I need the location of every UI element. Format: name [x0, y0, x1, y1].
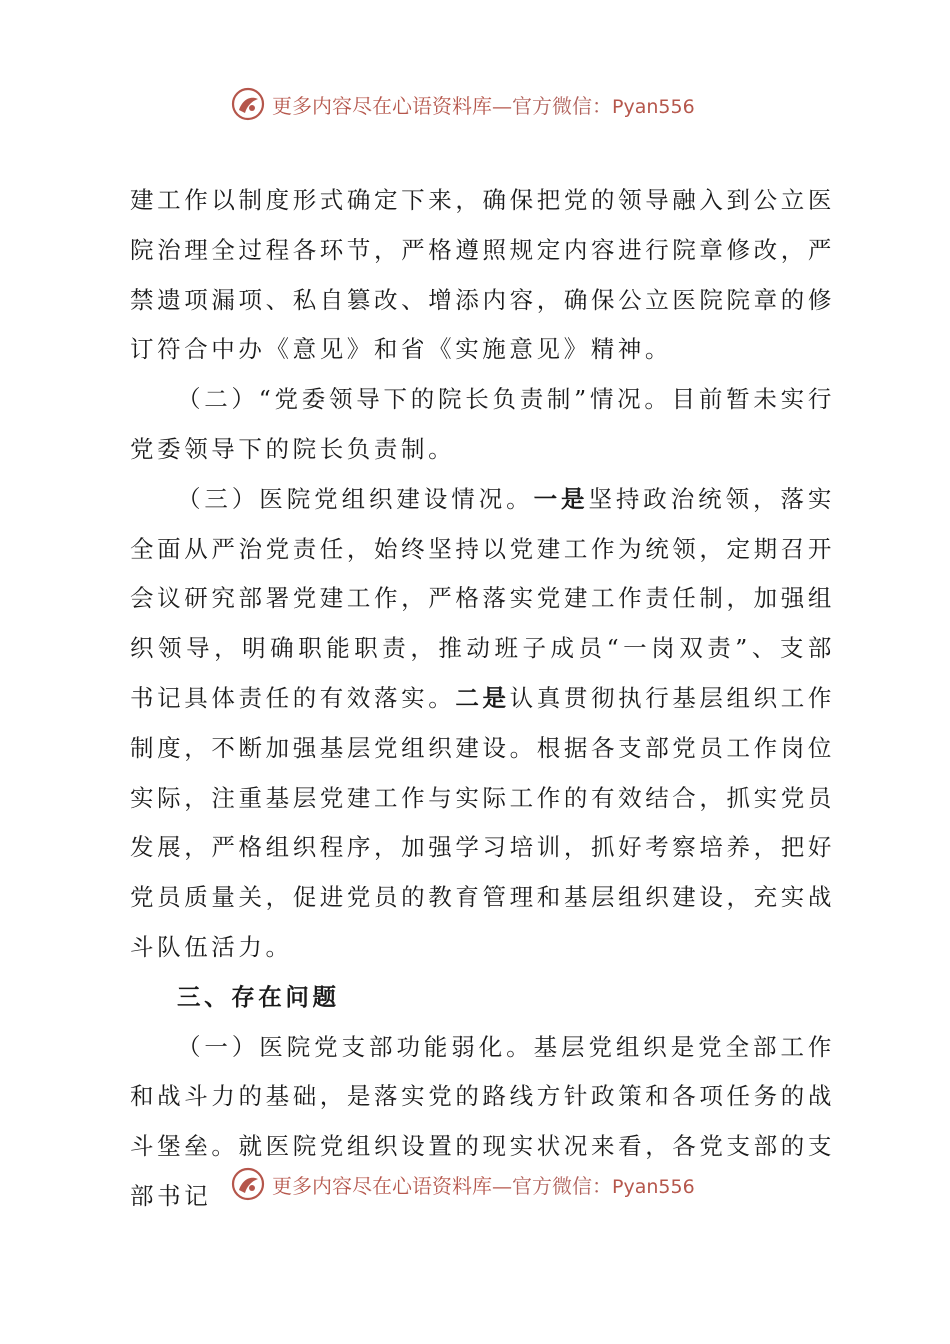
banner-brand-text: 更多内容尽在心语资料库: [272, 1173, 492, 1198]
section-heading-3: 三、存在问题: [177, 982, 340, 1011]
banner-wechat-label: 官方微信：: [512, 93, 612, 118]
paragraph-4: （一）医院党支部功能弱化。基层党组织是党全部工作和战斗力的基础，是落实党的路线方针政策和各项任务的战斗堡垒。就医院党组织设置的现实状况来看，各党支部的支部书记: [130, 1032, 835, 1210]
paragraph-1: 建工作以制度形式确定下来，确保把党的领导融入到公立医院治理全过程各环节，严格遵照规定内容进行院章修改，严禁遗项漏项、私自篡改、增添内容，确保公立医院院章的修订符合中办《意见》和省《实施意见》精神。: [130, 186, 835, 364]
watermark-logo-icon: [230, 1166, 266, 1202]
banner-dash: —: [492, 93, 512, 118]
paragraph-3-lead: （三）医院党组织建设情况。: [177, 484, 534, 513]
paragraph-3-part-1: 坚持政治统领，落实全面从严治党责任，始终坚持以党建工作为统领，定期召开会议研究部署党建工作，严格落实党建工作责任制，加强组织领导，明确职能职责，推动班子成员“一岗双责”、支部书记具体责任的有效落实。: [130, 484, 835, 712]
paragraph-2: （二）“党委领导下的院长负责制”情况。目前暂未实行党委领导下的院长负责制。: [130, 385, 835, 463]
paragraph-3: [130, 475, 835, 973]
header-watermark-banner: [230, 84, 750, 124]
banner-wechat-id: Pyan556: [612, 1175, 695, 1198]
banner-wechat-label: 官方微信：: [512, 1173, 612, 1198]
banner-brand-text: 更多内容尽在心语资料库: [272, 93, 492, 118]
footer-watermark-banner: [230, 1164, 750, 1204]
document-body: [130, 176, 835, 1222]
watermark-logo-icon: [230, 86, 266, 122]
paragraph-3-emphasis-1: 一是: [533, 484, 589, 513]
banner-wechat-id: Pyan556: [612, 95, 695, 118]
paragraph-3-part-2: 认真贯彻执行基层组织工作制度，不断加强基层党组织建设。根据各支部党员工作岗位实际，注重基层党建工作与实际工作的有效结合，抓实党员发展，严格组织程序，加强学习培训，抓好考察培养，把好党员质量关，促进党员的教育管理和基层组织建设，充实战斗队伍活力。: [130, 683, 835, 961]
banner-dash: —: [492, 1173, 512, 1198]
paragraph-3-emphasis-2: 二是: [455, 683, 510, 712]
